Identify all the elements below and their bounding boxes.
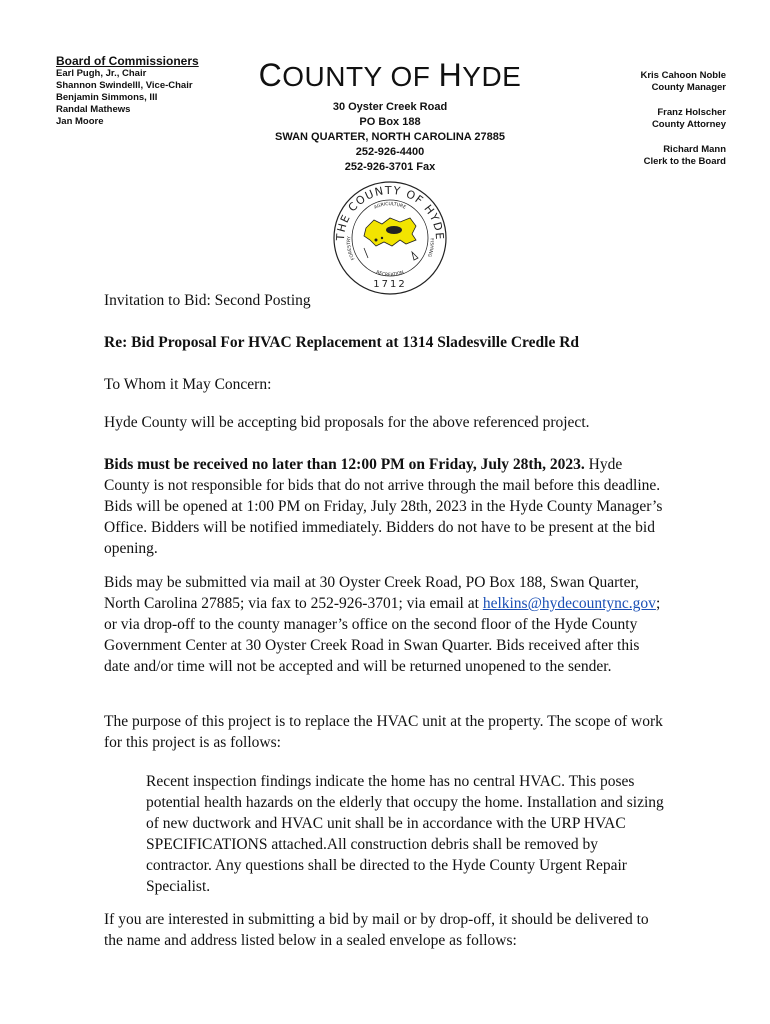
official-entry (600, 144, 726, 168)
county-seal (330, 178, 450, 298)
official-name: Franz Holscher (657, 107, 726, 118)
seal-outer-text: THE COUNTY OF HYDE (333, 183, 447, 241)
salutation: To Whom it May Concern: (104, 376, 272, 393)
deadline-paragraph (104, 454, 664, 559)
seal-left-word: FORESTRY (347, 236, 357, 261)
seal-right-word: FISHING (425, 238, 434, 258)
fish-icon (412, 252, 418, 260)
official-title: County Manager (651, 82, 726, 93)
county-officials (600, 70, 726, 181)
subject-line: Re: Bid Proposal For HVAC Replacement at 1314 Sladesville Credle Rd (104, 334, 580, 351)
board-member: Shannon Swindelll, Vice-Chair (56, 80, 193, 91)
invitation-line: Invitation to Bid: Second Posting (104, 292, 311, 309)
address-street: 30 Oyster Creek Road (332, 101, 448, 113)
official-entry (600, 107, 726, 131)
county-letterhead (240, 58, 540, 175)
official-entry (600, 70, 726, 94)
purpose-paragraph: The purpose of this project is to replace the HVAC unit at the property. The scope of work for this project is as follows: (104, 713, 663, 751)
official-title: County Attorney (651, 119, 726, 130)
board-of-commissioners (56, 54, 226, 128)
address-phone: 252-926-4400 (355, 146, 425, 158)
board-members-list (56, 68, 226, 128)
lake-mattamuskeet-shape (386, 226, 402, 234)
tree-icon (364, 248, 368, 258)
board-heading: Board of Commissioners (56, 54, 199, 68)
deadline-bold: Bids must be received no later than 12:00 PM on Friday, July 28th, 2023. (104, 456, 585, 473)
deadline-text: Hyde County is not responsible for bids that do not arrive through the mail before this deadline. Bids will be opened at 1:00 PM on Friday, July 28th, 2023 in the Hyde County Manager’s Office. Bidders will be notified immediately. Bidders do not have to be present at the bid opening. (104, 456, 663, 557)
seal-bottom-word: RECREATION (375, 270, 405, 279)
submission-text-cont: ; or via drop-off to the county manager’s office on the second floor of the Hyde County Government Center at 30 Oyster Creek Road in Swan Quarter. Bids received after this date and/or time will not be accepted and will be returned unopened to the sender. (104, 595, 661, 675)
address-po-box: PO Box 188 (359, 116, 421, 128)
email-link[interactable]: helkins@hydecountync.gov (482, 595, 656, 612)
scope-paragraph: Recent inspection findings indicate the home has no central HVAC. This poses potential health hazards on the elderly that occupy the home. Installation and sizing of new ductwork and HVAC unit shall be in accordance with the URP HVAC SPECIFICATIONS attached.All construction debris shall be removed by contractor. Any questions shall be directed to the Hyde County Urgent Repair Specialist. (146, 773, 664, 895)
board-member: Benjamin Simmons, III (56, 92, 158, 103)
seal-year: 1712 (373, 279, 407, 290)
intro-paragraph: Hyde County will be accepting bid proposals for the above referenced project. (104, 414, 590, 431)
board-member: Earl Pugh, Jr., Chair (56, 68, 147, 79)
official-name: Richard Mann (663, 144, 726, 155)
county-title: COUNTY OF HYDE (258, 57, 522, 93)
official-name: Kris Cahoon Noble (640, 70, 726, 81)
address-fax: 252-926-3701 Fax (344, 161, 436, 173)
submission-text: Bids may be submitted via mail at 30 Oyster Creek Road, PO Box 188, Swan Quarter, North Carolina 27885; via fax to 252-926-3701; via email at (104, 574, 639, 612)
closing-paragraph: If you are interested in submitting a bid by mail or by drop-off, it should be delivered to the name and address listed below in a sealed envelope as follows: (104, 911, 649, 949)
address-city: SWAN QUARTER, NORTH CAROLINA 27885 (274, 131, 505, 143)
submission-paragraph (104, 572, 664, 677)
official-title: Clerk to the Board (643, 156, 726, 167)
seal-top-word: AGRICULTURE (373, 202, 407, 211)
board-member: Randal Mathews (56, 104, 131, 115)
board-member: Jan Moore (56, 116, 104, 127)
